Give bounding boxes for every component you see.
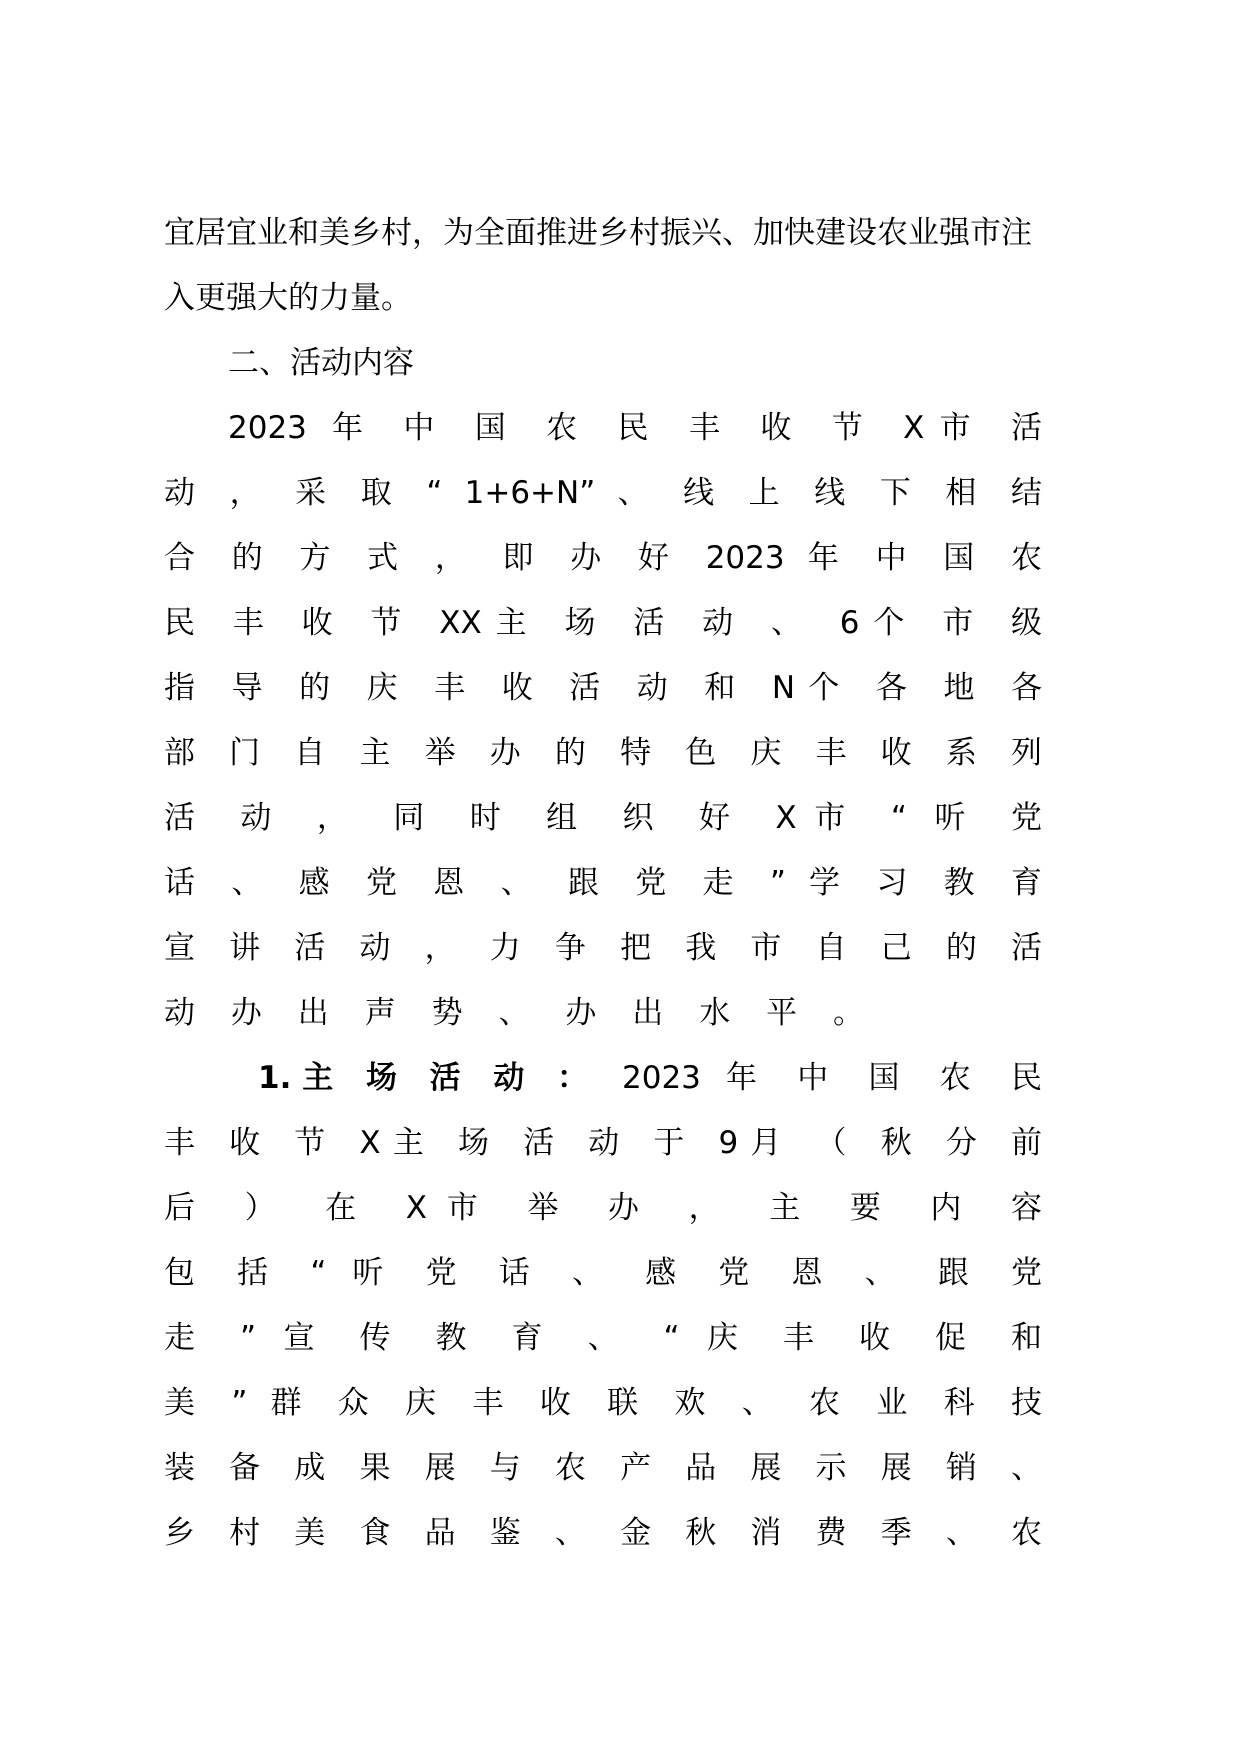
paragraph-line: 宜居宜业和美乡村，为全面推进乡村振兴、加快建设农业强市注: [164, 215, 1032, 251]
paragraph-line: 活 动 ， 同 时 组 织 好 X市 “ 听 党: [164, 800, 1042, 836]
paragraph-line: 后 ） 在 X市 举 办 ， 主 要 内 容: [164, 1190, 1042, 1226]
paragraph-line: 美 ” 群 众 庆 丰 收 联 欢 、 农 业 科 技: [164, 1385, 1042, 1421]
paragraph-line: 指 导 的 庆 丰 收 活 动 和 N个 各 地 各: [164, 670, 1042, 706]
paragraph-line: 入更强大的力量。: [164, 280, 412, 316]
paragraph-line: 乡 村 美 食 品 鉴 、 金 秋 消 费 季 、 农: [164, 1515, 1042, 1551]
paragraph-line: 2023 年 中 国 农 民 丰 收 节 X市 活: [228, 410, 1042, 446]
item-1-first-text: 2023 年 中 国 农 民: [622, 1060, 1042, 1096]
paragraph-line: 包 括 “ 听 党 话 、 感 党 恩 、 跟 党: [164, 1255, 1042, 1291]
item-1-first-line: [258, 1058, 1042, 1098]
paragraph-line: 宣 讲 活 动 ， 力 争 把 我 市 自 己 的 活: [164, 930, 1042, 966]
paragraph-line: 装 备 成 果 展 与 农 产 品 展 示 展 销 、: [164, 1450, 1042, 1486]
paragraph-line: 民 丰 收 节 XX主 场 活 动 、 6个 市 级: [164, 605, 1042, 641]
paragraph-line: 话 、 感 党 恩 、 跟 党 走 ” 学 习 教 育: [164, 865, 1042, 901]
paragraph-line: 部 门 自 主 举 办 的 特 色 庆 丰 收 系 列: [164, 735, 1042, 771]
item-1-label: 1.主 场 活 动 ：: [258, 1060, 588, 1096]
paragraph-line: 丰 收 节 X主 场 活 动 于 9月 （ 秋 分 前: [164, 1125, 1042, 1161]
section-heading: 二、活动内容: [228, 345, 414, 381]
paragraph-line: 走 ” 宣 传 教 育 、 “ 庆 丰 收 促 和: [164, 1320, 1042, 1356]
paragraph-line: 动 办 出 声 势 、 办 出 水 平 。: [164, 995, 864, 1031]
paragraph-line: 动 ， 采 取 “ 1+6+N” 、 线 上 线 下 相 结: [164, 475, 1042, 511]
paragraph-line: 合 的 方 式 ， 即 办 好 2023 年 中 国 农: [164, 540, 1042, 576]
